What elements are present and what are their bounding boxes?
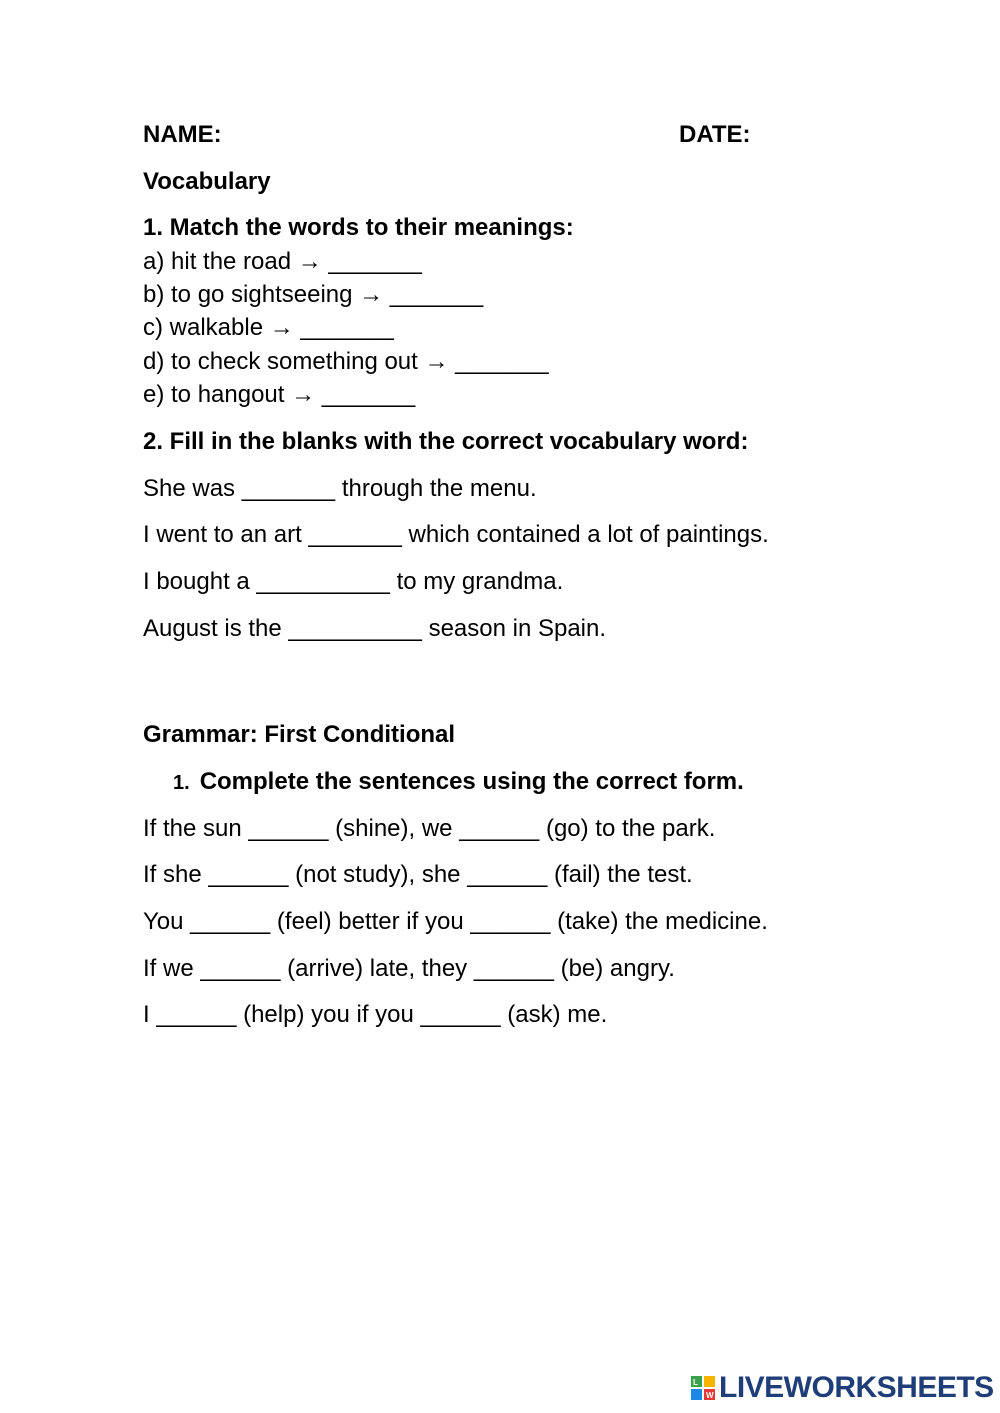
conditional-sentence-2: If she ______ (not study), she ______ (fail) the test. [143, 861, 693, 888]
fill-sentence-3: I bought a __________ to my grandma. [143, 568, 564, 595]
svg-text:W: W [706, 1391, 714, 1400]
match-item-e: e) to hangout → _______ [143, 381, 416, 408]
grammar-exercise1-instruction [173, 767, 744, 798]
vocab-exercise1-instruction: 1. Match the words to their meanings: [143, 214, 574, 241]
grammar-title: Grammar: First Conditional [143, 721, 456, 748]
fill-sentence-1: She was _______ through the menu. [143, 475, 537, 502]
name-label: NAME: [143, 121, 222, 148]
grammar-exercise1-number: 1. [173, 772, 190, 794]
match-item-d: d) to check something out → _______ [143, 348, 549, 375]
conditional-sentence-4: If we ______ (arrive) late, they ______ (be) angry. [143, 955, 675, 982]
conditional-sentence-3: You ______ (feel) better if you ______ (take) the medicine. [143, 908, 768, 935]
vocab-exercise2-instruction: 2. Fill in the blanks with the correct vocabulary word: [143, 428, 749, 455]
vocabulary-title: Vocabulary [143, 168, 271, 195]
liveworksheets-logo-icon [690, 1375, 716, 1401]
fill-sentence-4: August is the __________ season in Spain. [143, 615, 607, 642]
conditional-sentence-1: If the sun ______ (shine), we ______ (go) to the park. [143, 815, 716, 842]
match-item-a: a) hit the road → _______ [143, 248, 422, 275]
grammar-exercise1-text: Complete the sentences using the correct form. [199, 768, 744, 795]
date-label: DATE: [679, 121, 751, 148]
fill-sentence-2: I went to an art _______ which contained a lot of paintings. [143, 521, 769, 548]
liveworksheets-logo-text: LIVEWORKSHEETS [719, 1371, 994, 1404]
match-item-b: b) to go sightseeing → _______ [143, 281, 484, 308]
conditional-sentence-5: I ______ (help) you if you ______ (ask) me. [143, 1001, 608, 1028]
svg-text:L: L [693, 1378, 698, 1387]
match-item-c: c) walkable → _______ [143, 314, 394, 341]
liveworksheets-logo[interactable] [690, 1370, 994, 1406]
